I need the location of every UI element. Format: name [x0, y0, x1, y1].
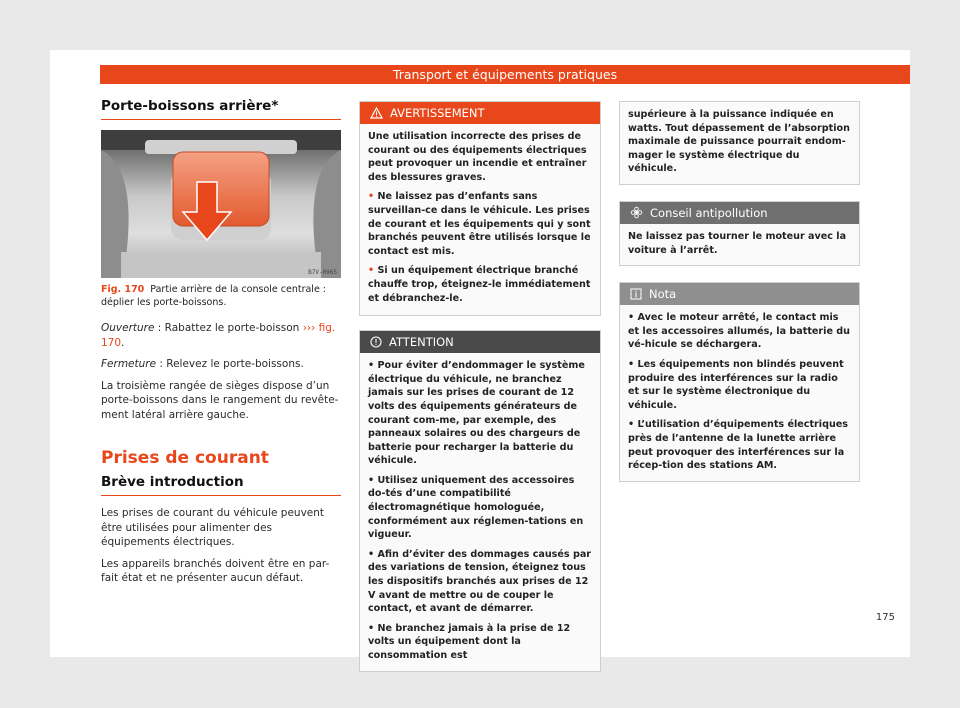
closing-text: : Relevez le porte-boissons. — [156, 358, 304, 370]
bullet-icon: • — [368, 265, 378, 277]
nota-title-bar — [620, 283, 859, 305]
attention-item-text: Utilisez uniquement des accessoires do-tés d’une compatibilité électromagnétique homologuée, conformément aux réglemen-tations en vigueur. — [368, 474, 584, 541]
page-number: 175 — [875, 612, 895, 623]
bullet-icon: • — [368, 191, 378, 203]
figure-label: Fig. 170 — [101, 284, 145, 295]
nota-item-text: L’utilisation d’équipements électriques près de l’antenne de la lunette arrière peut provoquer des interférences sur la récep-tion des stations AM. — [628, 419, 848, 472]
opening-text: : Rabattez le porte-boisson — [154, 322, 303, 334]
warning-item-text: Ne laissez pas d’enfants sans surveillan-ce dans le véhicule. Les prises de courant et les équipements qui y sont branchés peuvent être utilisés lorsque le contact est mis. — [368, 191, 591, 257]
warning-intro: Une utilisation incorrecte des prises de courant ou des équipements électriques peut provoquer un incendie et entraîner des blessures graves. — [368, 131, 587, 183]
bullet-icon: • — [368, 360, 378, 372]
nota-item-text: Les équipements non blindés peuvent produire des interférences sur la radio et sur le système électronique du véhicule. — [628, 358, 844, 411]
attention-continued-text: supérieure à la puissance indiquée en watts. Tout dépassement de l’absorption maximale de puissance pourrait endom-mager le système électrique du véhicule. — [628, 109, 850, 175]
nota-item-text: Avec le moteur arrêté, le contact mis et les accessoires allumés, la batterie du vé-hicule se déchargera. — [628, 312, 850, 351]
figure-console-image — [101, 130, 341, 278]
attention-title: ATTENTION — [389, 335, 454, 350]
nota-item — [628, 358, 851, 412]
attention-item — [368, 474, 592, 542]
column-right — [619, 101, 860, 482]
warning-triangle-icon — [370, 107, 383, 119]
bullet-icon: • — [628, 419, 638, 431]
warning-title-bar — [360, 102, 600, 124]
warning-item — [368, 264, 592, 305]
figure-code: B7V-0965 — [308, 269, 337, 276]
fig-reference-link[interactable]: ››› fig. 170 — [101, 322, 336, 349]
attention-item-text: Afin d’éviter des dommages causés par des variations de tension, éteignez tous les dispositifs branchés aux prises de 12 V avant de mettre ou de couper le contact, et avant de démarrer. — [368, 548, 592, 615]
attention-body — [360, 353, 600, 670]
opening-label: Ouverture — [101, 322, 155, 334]
manual-page — [50, 50, 910, 661]
eco-text: Ne laissez pas tourner le moteur avec la voiture à l’arrêt. — [628, 230, 847, 256]
eco-title: Conseil antipollution — [650, 205, 768, 220]
warning-box — [359, 101, 601, 316]
attention-item — [368, 622, 592, 663]
eco-title-bar — [620, 202, 859, 224]
section-title-sockets: Prises de courant — [101, 448, 269, 468]
warning-title: AVERTISSEMENT — [390, 106, 485, 120]
nota-item — [628, 311, 851, 352]
attention-title-bar — [360, 331, 600, 353]
eco-tip-box — [619, 201, 860, 266]
attention-continued-box — [619, 101, 860, 185]
nota-body — [620, 305, 859, 481]
attention-item-text: Ne branchez jamais à la prise de 12 volts un équipement dont la consommation est — [368, 622, 571, 661]
info-icon — [630, 288, 642, 300]
bullet-icon: • — [628, 312, 638, 324]
warning-item-text: Si un équipement électrique branché chauffe trop, éteignez-le immédiatement et débranchez-le. — [368, 265, 591, 304]
attention-circle-icon — [370, 336, 382, 348]
column-middle — [359, 101, 601, 672]
flower-eco-icon — [630, 206, 643, 219]
figure-caption — [101, 284, 341, 309]
figure-caption-text: Partie arrière de la console centrale : déplier les porte-boissons. — [101, 284, 327, 308]
section-heading-cupholders: Porte-boissons arrière* — [101, 98, 341, 120]
attention-item — [368, 548, 592, 616]
paragraph-third-row: La troisième rangée de sièges dispose d’un porte-boissons dans le rangement du revête-ment latéral arrière gauche. — [101, 379, 339, 421]
paragraph-sockets-use: Les prises de courant du véhicule peuvent être utilisées pour alimenter des équipements électriques. — [101, 507, 325, 548]
bullet-icon: • — [368, 474, 378, 486]
column-left — [101, 98, 341, 593]
paragraph-opening — [101, 321, 341, 350]
chapter-header: Transport et équipements pratiques — [100, 65, 910, 84]
paragraph-closing — [101, 357, 341, 372]
bullet-icon: • — [628, 358, 638, 370]
bullet-icon: • — [368, 548, 378, 560]
paragraph-devices-condition: Les appareils branchés doivent être en par-fait état et ne présenter aucun défaut. — [101, 557, 330, 584]
nota-item — [628, 418, 851, 472]
nota-box — [619, 282, 860, 482]
attention-item-text: Pour éviter d’endommager le système électrique du véhicule, ne branchez jamais sur les prises de courant de 12 volts des équipements générateurs de courant com-me, par exemple, des panneaux solaires ou des chargeurs de batterie pour recharger la batterie du véhicule. — [368, 360, 585, 467]
console-illustration — [101, 130, 341, 278]
bullet-icon: • — [368, 622, 378, 634]
attention-box — [359, 330, 601, 671]
nota-title: Nota — [649, 287, 677, 302]
opening-end: . — [121, 336, 125, 349]
warning-body — [360, 124, 600, 315]
closing-label: Fermeture — [101, 358, 157, 370]
attention-item — [368, 359, 592, 468]
subsection-heading-intro: Brève introduction — [101, 474, 341, 496]
warning-item — [368, 190, 592, 258]
